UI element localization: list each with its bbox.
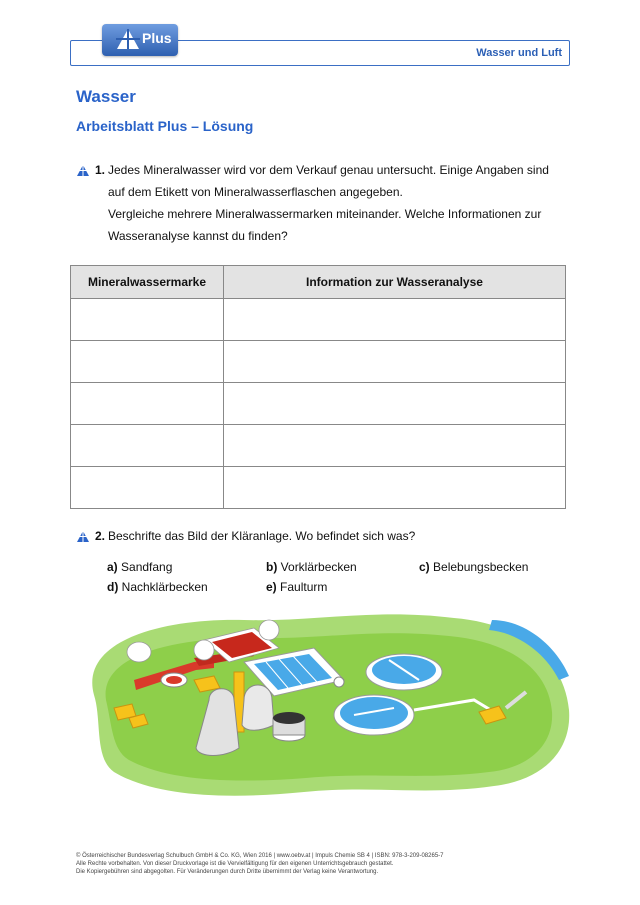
- page-subtitle: Arbeitsblatt Plus – Lösung: [76, 118, 254, 134]
- task-triangle-icon: [77, 531, 89, 542]
- table-row: [71, 425, 566, 467]
- task1-line-3: Vergleiche mehrere Mineralwassermarken miteinander. Welche Informationen zur: [108, 207, 542, 221]
- footer-line: © Österreichischer Bundesverlag Schulbuch GmbH & Co. KG, Wien 2016 | www.oebv.at | Impuls Chemie SB 4 | ISBN: 978-3-209-08265-7: [76, 853, 444, 859]
- table-row: [71, 467, 566, 509]
- label-c: c) Belebungsbecken: [419, 560, 529, 574]
- task-triangle-icon: [77, 165, 89, 176]
- column-header: Information zur Wasseranalyse: [224, 266, 566, 299]
- table-cell[interactable]: [224, 383, 566, 425]
- footer-line: Alle Rechte vorbehalten. Von dieser Druckvorlage ist die Vervielfältigung für den eigenen Unterrichtsgebrauch gestattet.: [76, 861, 394, 867]
- copyright-footer: [76, 852, 444, 876]
- label-b: b) Vorklärbecken: [266, 560, 357, 574]
- task1-line-4: Wasseranalyse kannst du finden?: [108, 229, 288, 243]
- footer-line: Die Kopiergebühren sind abgegolten. Für Veränderungen durch Dritte übernimmt der Verlag keine Verantwortung.: [76, 869, 379, 875]
- page-title: Wasser: [76, 87, 136, 106]
- table-cell[interactable]: [71, 299, 224, 341]
- table-cell[interactable]: [71, 383, 224, 425]
- label-e: e) Faulturm: [266, 580, 328, 594]
- table-cell[interactable]: [224, 299, 566, 341]
- task2-number: 2.: [95, 529, 106, 543]
- table-row: [71, 383, 566, 425]
- table-cell[interactable]: [224, 341, 566, 383]
- label-d: d) Nachklärbecken: [107, 580, 208, 594]
- plus-logo: [102, 24, 178, 56]
- section-title: Wasser und Luft: [476, 47, 562, 59]
- task1-number: 1.: [95, 163, 106, 177]
- task1-line-2: auf dem Etikett von Mineralwasserflaschen angegeben.: [108, 185, 403, 199]
- logo-text: Plus: [142, 30, 172, 46]
- task1-line-1: Jedes Mineralwasser wird vor dem Verkauf genau untersucht. Einige Angaben sind: [108, 163, 549, 177]
- table-cell[interactable]: [71, 341, 224, 383]
- label-a: a) Sandfang: [107, 560, 173, 574]
- table-row: [71, 299, 566, 341]
- column-header: Mineralwassermarke: [71, 266, 224, 299]
- task2-text: Beschrifte das Bild der Kläranlage. Wo befindet sich was?: [108, 529, 416, 543]
- wastewater-plant-illustration: [74, 600, 574, 805]
- table-cell[interactable]: [224, 467, 566, 509]
- table-row: [71, 341, 566, 383]
- table-cell[interactable]: [224, 425, 566, 467]
- analysis-table: [70, 265, 566, 509]
- table-cell[interactable]: [71, 425, 224, 467]
- table-header-row: [71, 266, 566, 299]
- table-cell[interactable]: [71, 467, 224, 509]
- triangle-logo-icon: [116, 28, 140, 50]
